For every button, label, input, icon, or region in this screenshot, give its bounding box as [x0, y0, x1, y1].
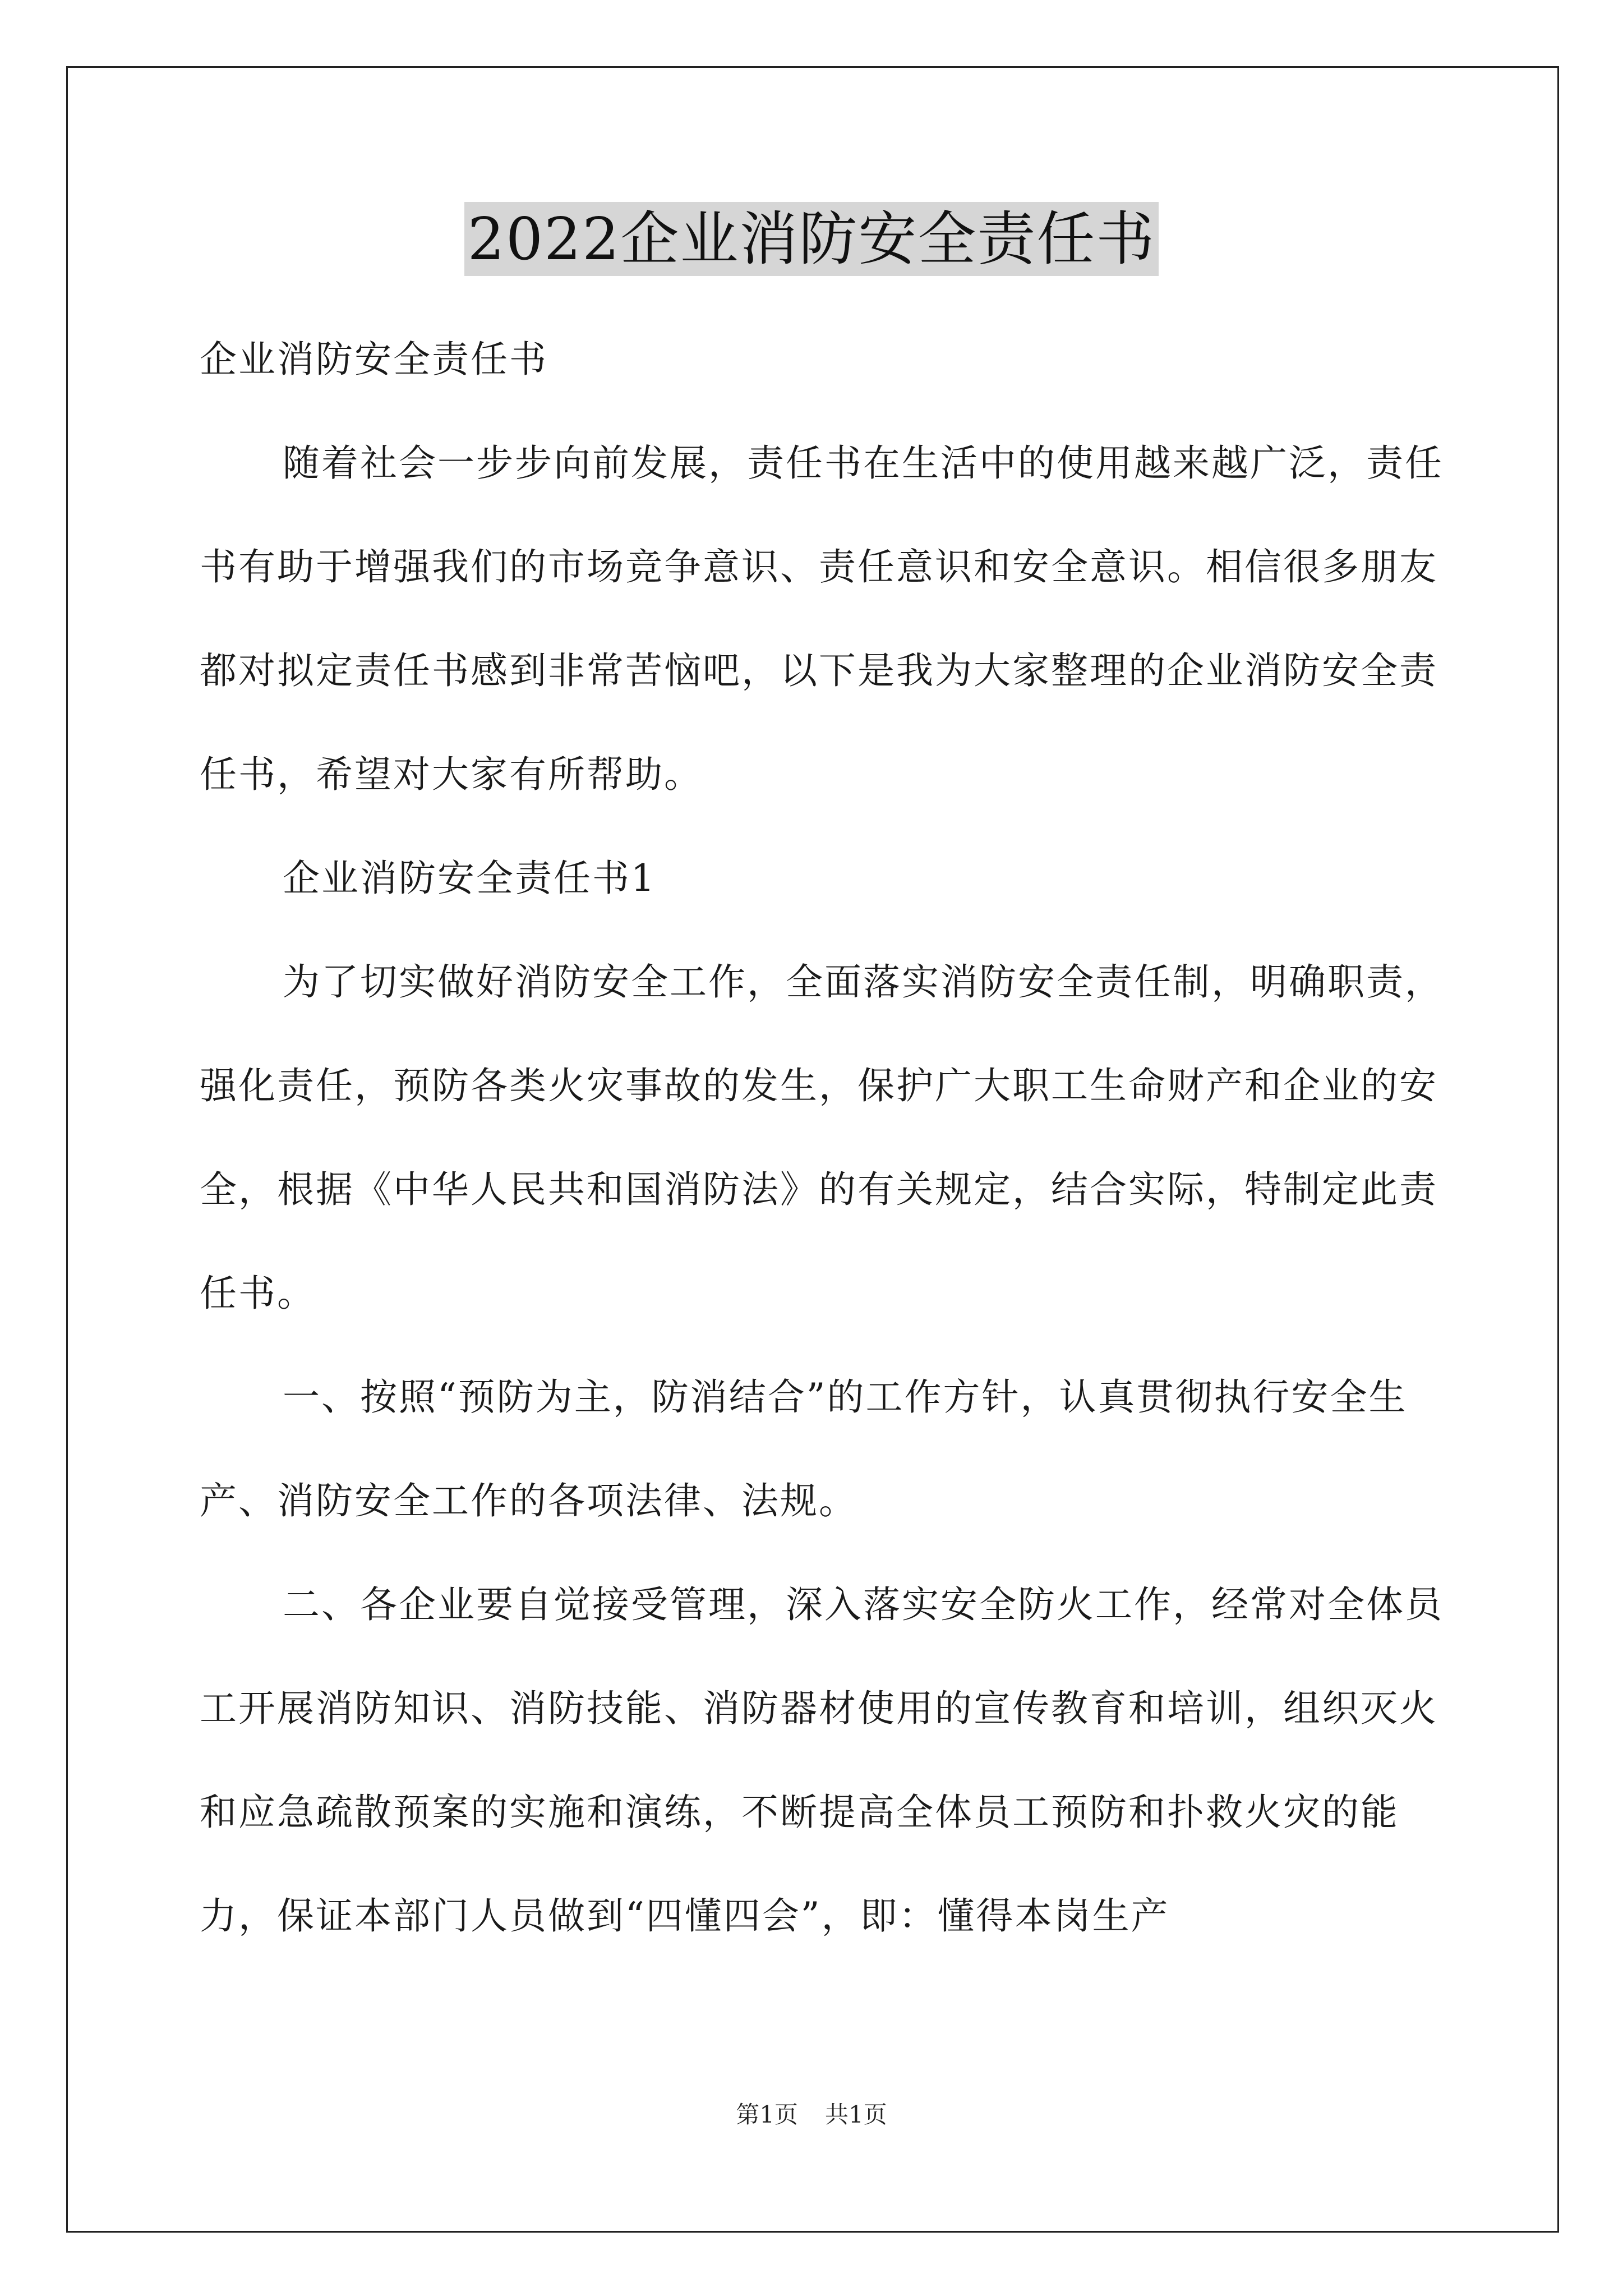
subtitle-paragraph: 企业消防安全责任书 — [200, 338, 548, 381]
document-title: 2022企业消防安全责任书 — [464, 202, 1159, 276]
document-body — [200, 307, 1450, 1968]
clause-two-paragraph: 二、各企业要自觉接受管理，深入落实安全防火工作，经常对全体员工开展消防知识、消防技能、消防器材使用的宣传教育和培训，组织灭火和应急疏散预案的实施和演练，不断提高全体员工预防和扑救火灾的能力，保证本部门人员做到“四懂四会”，即：懂得本岗生产 — [200, 1583, 1444, 1938]
page-footer — [0, 2099, 1623, 2131]
purpose-paragraph: 为了切实做好消防安全工作，全面落实消防安全责任制，明确职责，强化责任，预防各类火灾事故的发生，保护广大职工生命财产和企业的安全，根据《中华人民共和国消防法》的有关规定，结合实际，特制定此责任书。 — [200, 960, 1444, 1315]
title-container — [0, 202, 1623, 276]
intro-paragraph: 随着社会一步步向前发展，责任书在生活中的使用越来越广泛，责任书有助于增强我们的市场竞争意识、责任意识和安全意识。相信很多朋友都对拟定责任书感到非常苦恼吧，以下是我为大家整理的企业消防安全责任书，希望对大家有所帮助。 — [200, 441, 1444, 796]
clause-one-paragraph: 一、按照“预防为主，防消结合”的工作方针，认真贯彻执行安全生产、消防安全工作的各项法律、法规。 — [200, 1375, 1408, 1522]
section-heading: 企业消防安全责任书1 — [283, 857, 656, 900]
page-number-current: 第1页 — [736, 2101, 798, 2128]
page-number-total: 共1页 — [825, 2101, 887, 2128]
